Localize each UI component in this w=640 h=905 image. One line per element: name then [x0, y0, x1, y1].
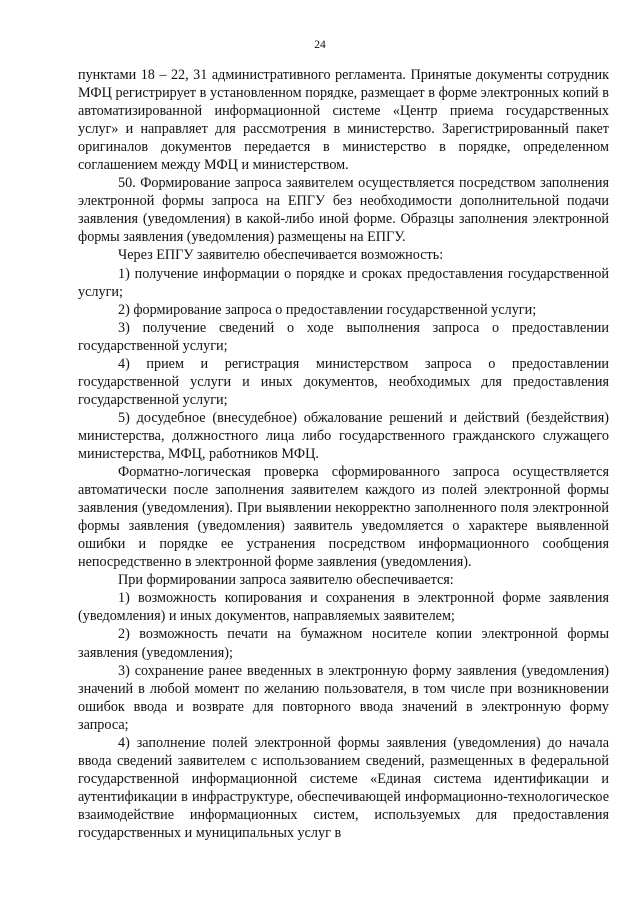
list-item: 4) прием и регистрация министерством запроса о предоставлении государственной услуги и иных документов, необходимых для предоставления государственной услуги; — [78, 355, 609, 408]
list-item: 3) сохранение ранее введенных в электронную форму заявления (уведомления) значений в любой момент по желанию пользователя, в том числе при возникновении ошибок ввода и возврате для повторного ввода значений в электронную форму запроса; — [78, 662, 609, 733]
list-item: 3) получение сведений о ходе выполнения запроса о предоставлении государственной услуги; — [78, 319, 609, 354]
list-item: 2) формирование запроса о предоставлении государственной услуги; — [118, 301, 537, 318]
list-item: 2) возможность печати на бумажном носителе копии электронной формы заявления (уведомления); — [78, 626, 609, 661]
paragraph-item-50: 50. Формирование запроса заявителем осуществляется посредством заполнения электронной формы запроса на ЕПГУ без необходимости дополнительной подачи заявления (уведомления) в какой-либо иной форме. Образцы заполнения электронной формы заявления (уведомления) размещены на ЕПГУ. — [78, 175, 609, 246]
list-item: 5) досудебное (внесудебное) обжалование решений и действий (бездействия) министерства, должностного лица либо государственного гражданского служащего министерства, МФЦ, работников МФЦ. — [78, 409, 609, 462]
paragraph-continuation: пунктами 18 – 22, 31 административного регламента. Принятые документы сотрудник МФЦ регистрирует в установленном порядке, размещает в форме электронных копий в автоматизированной информационной системе «Центр приема государственных услуг» и направляет для рассмотрения в министерство. Зарегистрированный пакет оригиналов документов передается в министерство в порядке, определенном соглашением между МФЦ и министерством. — [78, 67, 609, 174]
list-item: 4) заполнение полей электронной формы заявления (уведомления) до начала ввода сведений заявителем с использованием сведений, размещенных в федеральной государственной информационной системе «Единая система идентификации и аутентификации в инфраструктуре, обеспечивающей информационно-технологическое взаимодействие информационных систем, используемых для предоставления государственных и муниципальных услуг в — [78, 734, 609, 841]
paragraph-format-check: Форматно-логическая проверка сформированного запроса осуществляется автоматически после заполнения заявителем каждого из полей электронной формы заявления (уведомления). При выявлении некорректно заполненного поля электронной формы заявления (уведомления) заявитель уведомляется о характере выявленной ошибки и порядке ее устранения посредством информационного сообщения непосредственно в электронной форме заявления (уведомления). — [78, 464, 609, 571]
list-item: 1) получение информации о порядке и сроках предоставления государственной услуги; — [78, 265, 609, 300]
paragraph-request-intro: При формировании запроса заявителю обеспечивается: — [118, 572, 454, 589]
page-number: 24 — [314, 39, 326, 51]
list-item: 1) возможность копирования и сохранения в электронной форме заявления (уведомления) и иных документов, направляемых заявителем; — [78, 590, 609, 625]
paragraph-epgu-intro: Через ЕПГУ заявителю обеспечивается возможность: — [118, 247, 444, 264]
document-body — [78, 66, 609, 842]
